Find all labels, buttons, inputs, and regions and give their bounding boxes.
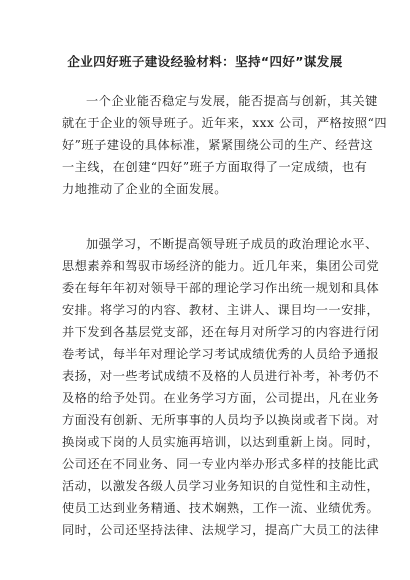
- text-line: 方面没有创新、无所事事的人员均予以换岗或者下岗。对: [62, 413, 380, 427]
- text-line: 好”班子建设的具体标准，紧紧围绕公司的生产、经营这: [62, 138, 374, 152]
- text-line: 活动，以激发各级人员学习业务知识的自觉性和主动性，: [62, 479, 380, 493]
- text-line: 并下发到各基层党支部，还在每月对所学习的内容进行闭: [62, 325, 380, 339]
- text-line: 一主线，在创建“四好”班子方面取得了一定成绩，也有: [62, 160, 368, 174]
- text-line: 安排。将学习的内容、教材、主讲人、课目均一一安排，: [62, 303, 380, 317]
- text-line: 力地推动了企业的全面发展。: [62, 182, 227, 196]
- text-line: 表扬，对一些考试成绩不及格的人员进行补考，补考仍不: [62, 369, 380, 383]
- text-line: 同时，公司还坚持法律、法规学习，提高广大员工的法律: [62, 523, 380, 537]
- text-line: 加强学习，不断提高领导班子成员的政治理论水平、: [86, 237, 378, 251]
- text-line: 使员工达到业务精通、技术娴熟，工作一流、业绩优秀。: [62, 501, 380, 515]
- text-line: 委在每年年初对领导干部的理论学习作出统一规划和具体: [62, 281, 380, 295]
- text-line: 公司还在不同业务、同一专业内举办形式多样的技能比武: [62, 457, 380, 471]
- text-line: 换岗或下岗的人员实施再培训，以达到重新上岗。同时，: [62, 435, 380, 449]
- text-line: 卷考试，每半年对理论学习考试成绩优秀的人员给予通报: [62, 347, 380, 361]
- text-line: 一个企业能否稳定与发展，能否提高与创新，其关键: [86, 94, 378, 108]
- text-line: 及格的给予处罚。在业务学习方面，公司提出，凡在业务: [62, 391, 380, 405]
- document-title: 企业四好班子建设经验材料：坚持“四好”谋发展: [67, 54, 343, 69]
- text-line: 思想素养和驾驭市场经济的能力。近几年来，集团公司党: [62, 259, 380, 273]
- text-line: 就在于企业的领导班子。近年来，xxx 公司，严格按照“四: [62, 116, 388, 130]
